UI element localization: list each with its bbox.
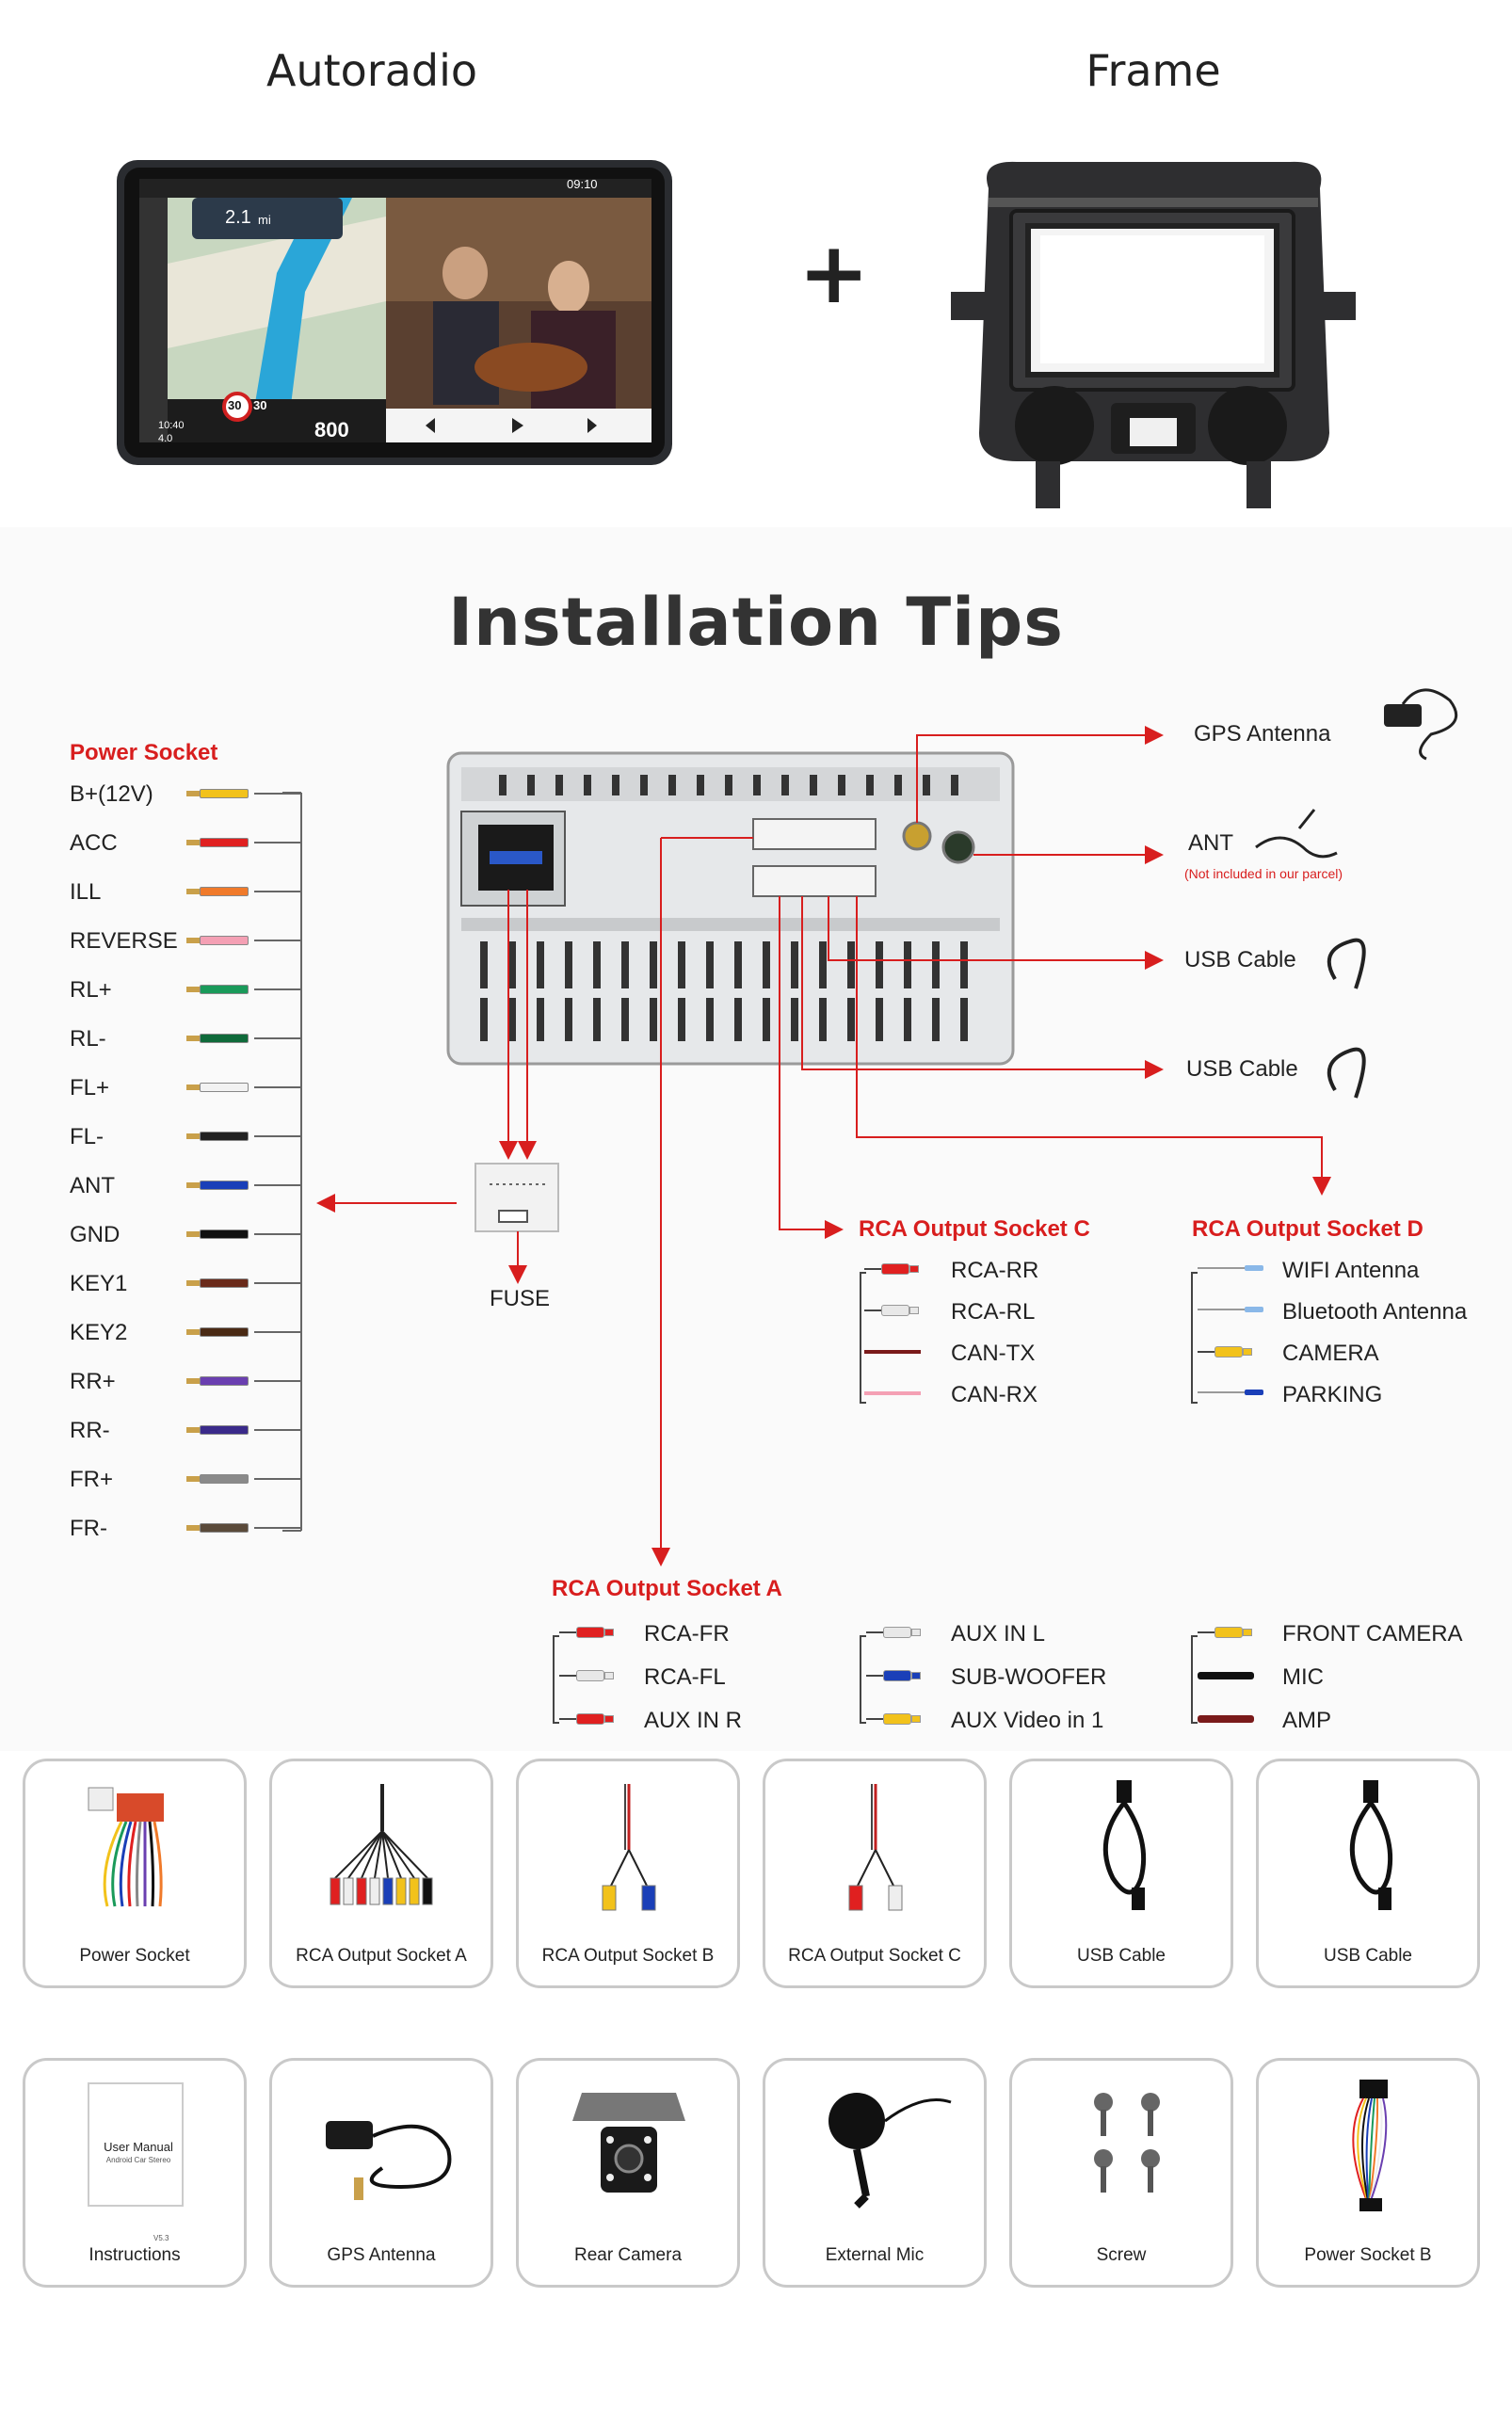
socket-d-item-label: PARKING [1282, 1382, 1383, 1407]
rca-plug-icon [1198, 1625, 1254, 1640]
manual-subtitle: Android Car Stereo [105, 2156, 171, 2164]
power-wire-label: B+(12V) [70, 781, 153, 807]
power-wire-connector [254, 1429, 301, 1431]
accessory-card [23, 1759, 247, 1988]
antenna-wire-icon [1198, 1265, 1263, 1271]
power-wire-icon [186, 1083, 254, 1092]
power-wire-label: FL+ [70, 1075, 110, 1101]
power-wire-icon [186, 1034, 254, 1043]
accessory-label: USB Cable [1324, 1946, 1412, 1966]
wire-icon [864, 1350, 921, 1354]
power-wire-connector [254, 940, 301, 941]
power-wire-connector [254, 1037, 301, 1039]
power-wire-icon [186, 887, 254, 896]
power-wire-icon [186, 1376, 254, 1386]
autoradio-title: Autoradio [265, 45, 478, 96]
wire-icon [1198, 1715, 1254, 1723]
socket-a-item-label: AUX IN L [951, 1621, 1046, 1647]
socket-a-item-label: RCA-FR [644, 1621, 730, 1647]
nav-distance: 2.1 [225, 207, 251, 228]
socket-d-item-label: Bluetooth Antenna [1282, 1299, 1468, 1325]
socket-c-item-label: RCA-RR [951, 1258, 1039, 1283]
plus-sign: + [798, 224, 870, 323]
socket-d-item-label: CAMERA [1282, 1341, 1379, 1366]
socket-a-item-label: AMP [1282, 1708, 1332, 1733]
power-wire-icon [186, 838, 254, 847]
socket-a-item-label: FRONT CAMERA [1282, 1621, 1463, 1647]
rca-plug-icon [559, 1711, 616, 1727]
power-wire-connector [254, 1527, 301, 1529]
power-wire-label: RR+ [70, 1369, 116, 1394]
power-socket-b-icon [1284, 2074, 1454, 2215]
usb-cable-icon [1037, 1775, 1207, 1916]
accessory-card [1009, 2058, 1233, 2288]
power-socket-harness-icon [51, 1775, 220, 1916]
accessory-label: Instructions [88, 2245, 181, 2265]
power-wire-icon [186, 985, 254, 994]
power-wire-icon [186, 789, 254, 798]
socket-a-heading: RCA Output Socket A [552, 1576, 782, 1601]
wire-icon [1198, 1672, 1254, 1679]
accessory-label: RCA Output Socket A [296, 1946, 467, 1966]
rca-plug-icon [559, 1668, 616, 1683]
accessory-card [269, 2058, 493, 2288]
power-wire-label: KEY2 [70, 1320, 128, 1345]
power-wire-icon [186, 1229, 254, 1239]
socket-a-item-label: MIC [1282, 1664, 1324, 1690]
power-wire-connector [254, 1233, 301, 1235]
power-wire-connector [254, 988, 301, 990]
rear-camera-icon [544, 2074, 714, 2215]
socket-c-item-label: RCA-RL [951, 1299, 1036, 1325]
socket-a-item-label: RCA-FL [644, 1664, 726, 1690]
power-wire-icon [186, 1181, 254, 1190]
accessory-label: USB Cable [1077, 1946, 1166, 1966]
rca-plug-icon [864, 1261, 921, 1277]
accessory-label: RCA Output Socket B [541, 1946, 715, 1966]
rca-harness-small-icon [544, 1775, 714, 1916]
power-wire-label: RL- [70, 1026, 106, 1052]
screw-icon [1037, 2074, 1207, 2215]
manual-title: User Manual [104, 2140, 173, 2154]
power-wire-label: GND [70, 1222, 121, 1247]
accessory-label: GPS Antenna [327, 2245, 436, 2265]
usb-cable-icon [1284, 1775, 1454, 1916]
accessory-label: Power Socket [79, 1946, 190, 1966]
power-wire-connector [254, 891, 301, 892]
rca-plug-icon [559, 1625, 616, 1640]
power-wire-icon [186, 1132, 254, 1141]
power-wire-connector [254, 1331, 301, 1333]
eta-distance: 800 [314, 418, 349, 442]
power-socket-heading: Power Socket [70, 740, 218, 765]
accessory-card [516, 1759, 740, 1988]
accessory-card [269, 1759, 493, 1988]
gps-antenna-icon [298, 2074, 467, 2215]
accessory-label: External Mic [825, 2245, 925, 2265]
socket-d-item-label: WIFI Antenna [1282, 1258, 1420, 1283]
status-time: 09:10 [567, 177, 598, 191]
power-wire-icon [186, 1278, 254, 1288]
socket-c-heading: RCA Output Socket C [859, 1216, 1090, 1242]
power-wire-connector [254, 1086, 301, 1088]
socket-a-item-label: SUB-WOOFER [951, 1664, 1107, 1690]
power-wire-connector [254, 1380, 301, 1382]
power-wire-icon [186, 1425, 254, 1435]
power-wire-label: KEY1 [70, 1271, 128, 1296]
power-wire-icon [186, 1327, 254, 1337]
wire-icon [864, 1391, 921, 1395]
power-wire-icon [186, 936, 254, 945]
power-wire-label: RL+ [70, 977, 112, 1003]
socket-c-item-label: CAN-TX [951, 1341, 1036, 1366]
power-wire-connector [254, 1282, 301, 1284]
power-wire-label: FR+ [70, 1467, 114, 1492]
socket-a-item-label: AUX IN R [644, 1708, 743, 1733]
socket-a-item-label: AUX Video in 1 [951, 1708, 1104, 1733]
power-wire-label: RR- [70, 1418, 110, 1443]
microphone-icon [791, 2074, 960, 2215]
usb-cable-label-1: USB Cable [1184, 947, 1296, 972]
speed-limit: 30 [228, 398, 242, 412]
fuse-label: FUSE [490, 1286, 551, 1311]
frame-title: Frame [1086, 45, 1221, 96]
power-wire-connector [254, 1478, 301, 1480]
power-wire-label: ANT [70, 1173, 115, 1198]
rca-harness-small-icon [791, 1775, 960, 1916]
ant-label: ANT [1188, 830, 1233, 856]
rca-plug-icon [1198, 1344, 1254, 1359]
accessory-card [23, 2058, 247, 2288]
power-wire-icon [186, 1474, 254, 1484]
power-wire-icon [186, 1523, 254, 1533]
rca-plug-icon [864, 1303, 921, 1318]
usb-cable-label-2: USB Cable [1186, 1056, 1298, 1082]
power-wire-connector [254, 842, 301, 844]
power-wire-connector [254, 1184, 301, 1186]
power-wire-label: REVERSE [70, 928, 178, 954]
rca-plug-icon [866, 1668, 923, 1683]
rca-harness-icon [298, 1775, 467, 1916]
power-wire-label: ILL [70, 879, 102, 905]
manual-code: V5.3 [153, 2234, 169, 2242]
speed-value: 30 [253, 398, 267, 412]
socket-d-heading: RCA Output Socket D [1192, 1216, 1424, 1242]
power-wire-connector [254, 1135, 301, 1137]
accessory-card [763, 2058, 987, 2288]
accessory-card [516, 2058, 740, 2288]
antenna-wire-icon [1198, 1390, 1263, 1395]
antenna-wire-icon [1198, 1307, 1263, 1312]
rca-plug-icon [866, 1625, 923, 1640]
nav-clock: 10:40 [158, 420, 185, 431]
rca-plug-icon [866, 1711, 923, 1727]
socket-c-item-label: CAN-RX [951, 1382, 1038, 1407]
accessory-label: Power Socket B [1304, 2245, 1432, 2265]
nav-trip: 4.0 [158, 433, 173, 444]
power-wire-label: FR- [70, 1516, 107, 1541]
accessory-card [1256, 1759, 1480, 1988]
gps-antenna-label: GPS Antenna [1194, 721, 1331, 747]
accessory-card [763, 1759, 987, 1988]
accessory-card [1009, 1759, 1233, 1988]
power-wire-connector [254, 793, 301, 795]
accessory-card [1256, 2058, 1480, 2288]
installation-tips-title: Installation Tips [448, 584, 1064, 661]
accessory-label: Screw [1096, 2245, 1147, 2265]
power-wire-label: FL- [70, 1124, 104, 1149]
power-wire-label: ACC [70, 830, 118, 856]
accessory-label: RCA Output Socket C [788, 1946, 961, 1966]
accessory-label: Rear Camera [573, 2245, 683, 2265]
nav-unit: mi [258, 213, 271, 227]
ant-note: (Not included in our parcel) [1184, 866, 1343, 881]
